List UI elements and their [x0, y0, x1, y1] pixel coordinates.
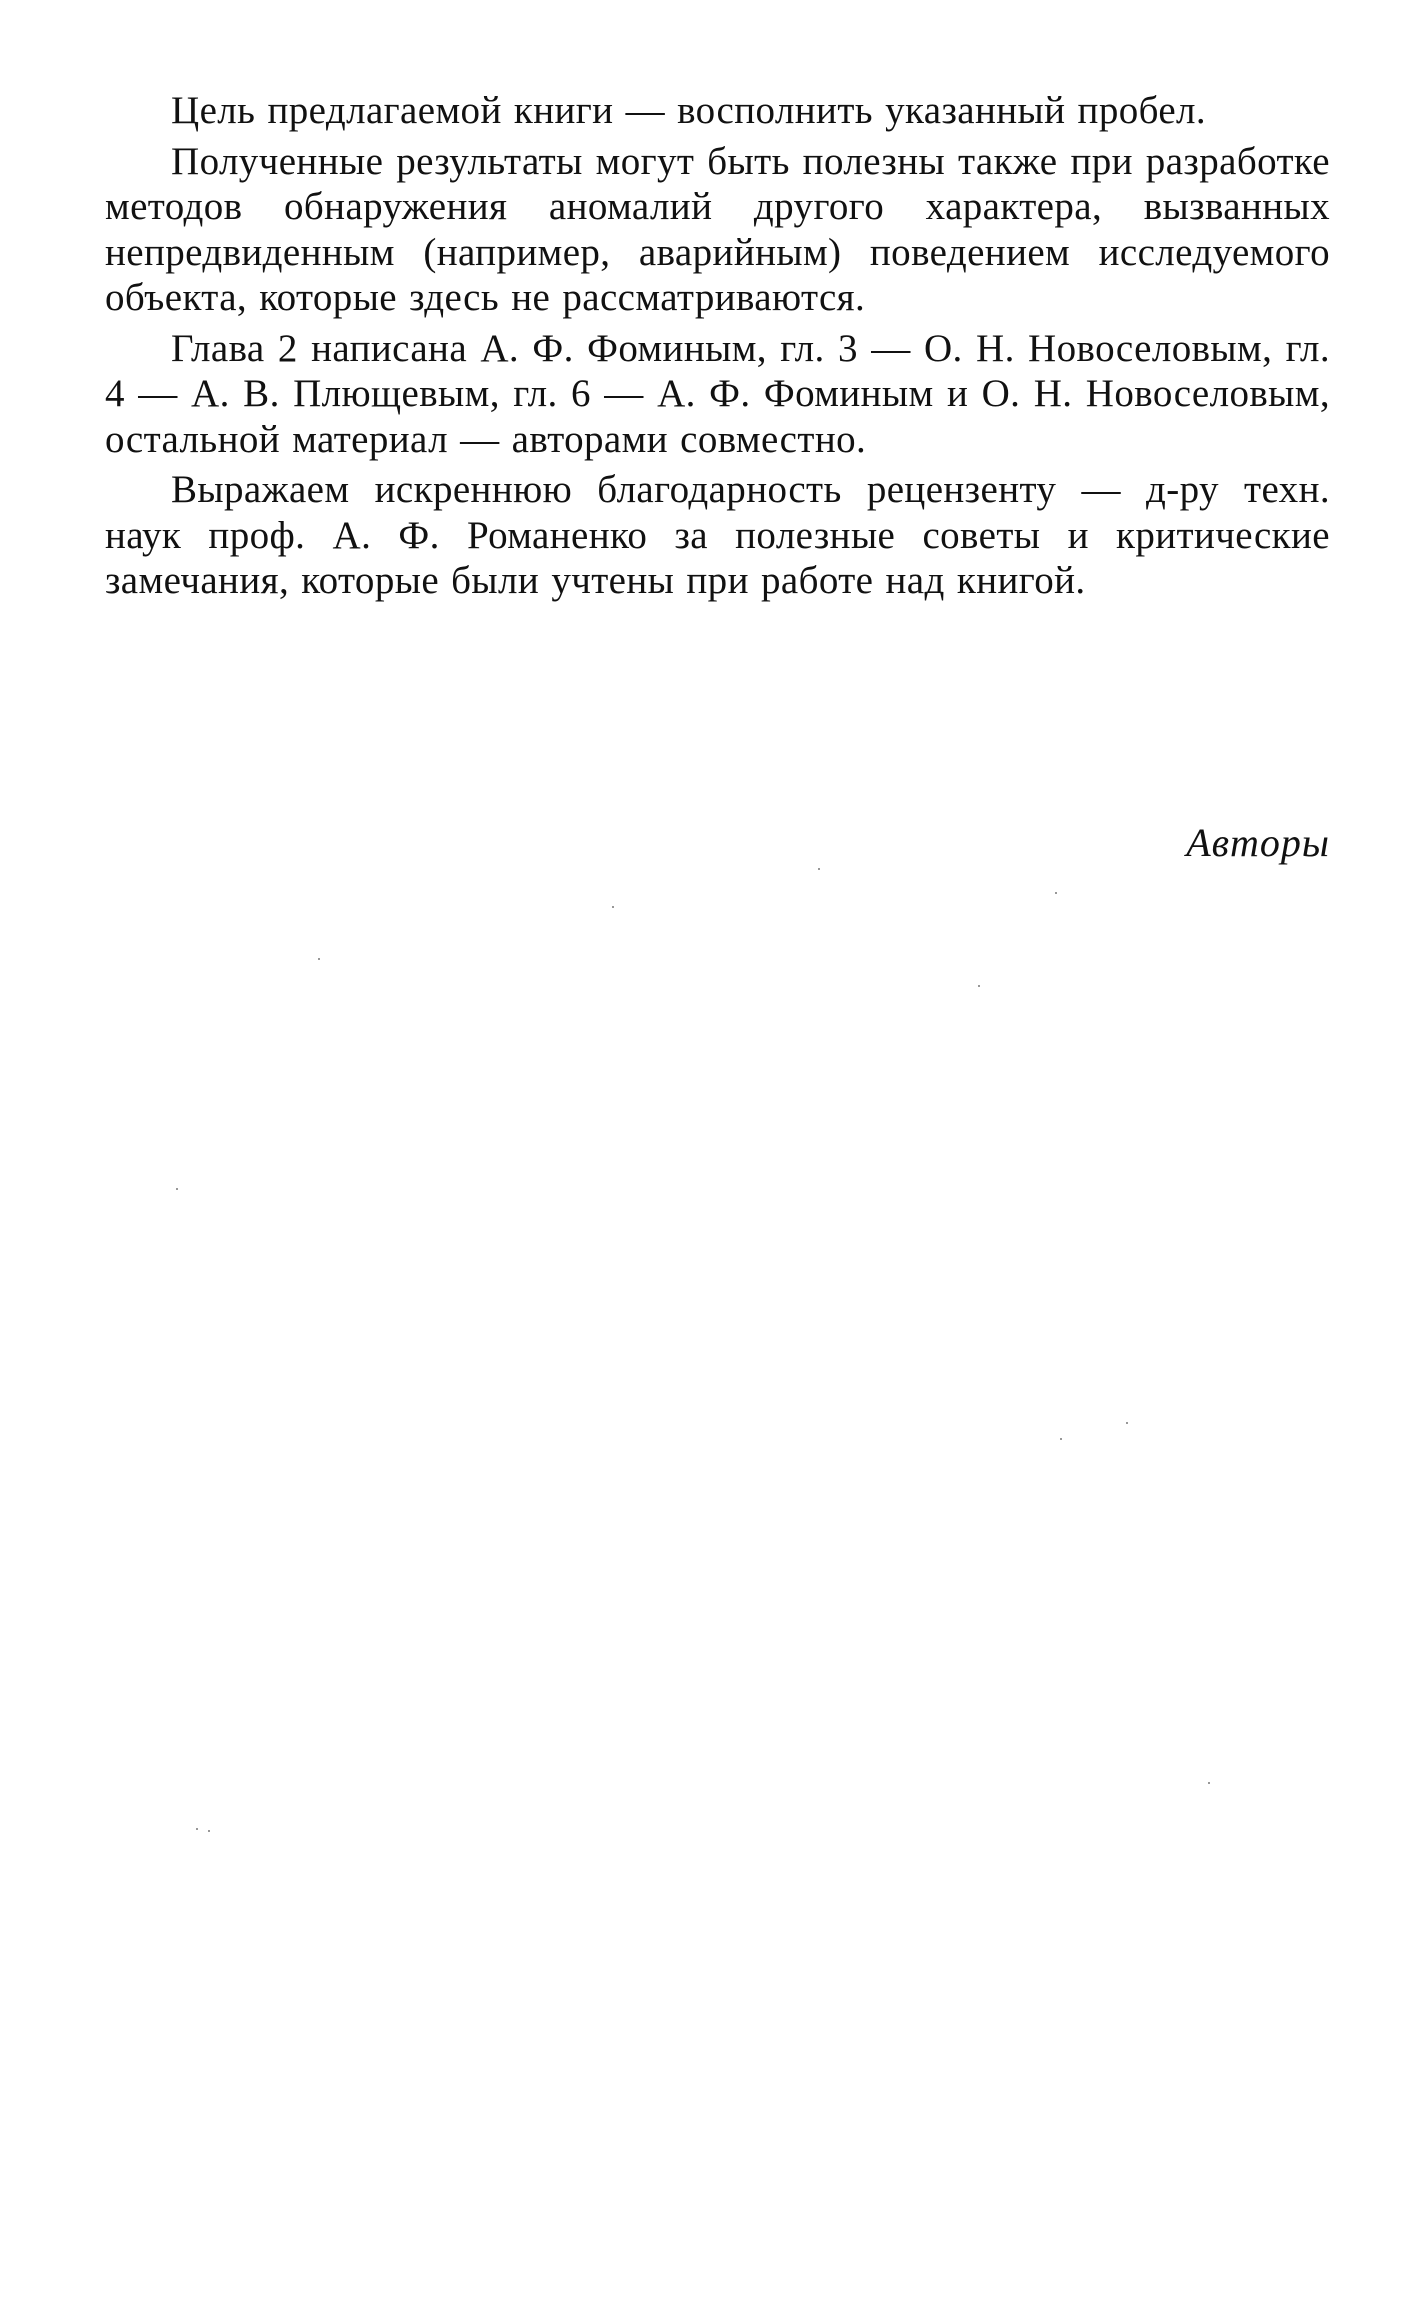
scan-speck [318, 958, 320, 960]
authors-signature: Авторы [1186, 820, 1330, 865]
scan-speck [612, 906, 614, 908]
scan-speck [196, 1828, 198, 1830]
scan-speck [818, 868, 820, 870]
preface-text [105, 88, 1330, 609]
paragraph-acknowledgement: Выражаем искреннюю благодарность рецензенту — д-ру техн. наук проф. А. Ф. Романенко за полезные советы и критические замечания, которые были учтены при работе над книгой. [105, 468, 1330, 602]
scan-speck [1055, 892, 1057, 894]
scan-speck [1060, 1438, 1062, 1440]
paragraph-applications: Полученные результаты могут быть полезны также при разработке методов обнаружения аномалий другого характера, вызванных непредвиденным (например, аварийным) поведением исследуемого объекта, которые здесь не рассматриваются. [105, 139, 1330, 319]
paragraph-authorship: Глава 2 написана А. Ф. Фоминым, гл. 3 — О. Н. Новоселовым, гл. 4 — А. В. Плющевым, гл. 6 — А. Ф. Фоминым и О. Н. Новоселовым, остальной материал — авторами совместно. [105, 326, 1330, 461]
scan-speck [1126, 1422, 1128, 1424]
scan-speck [1208, 1782, 1210, 1784]
scan-speck [208, 1830, 210, 1832]
scan-speck [176, 1188, 178, 1190]
paragraph-purpose: Цель предлагаемой книги — восполнить указанный пробел. [171, 89, 1207, 132]
scan-speck [978, 985, 980, 987]
